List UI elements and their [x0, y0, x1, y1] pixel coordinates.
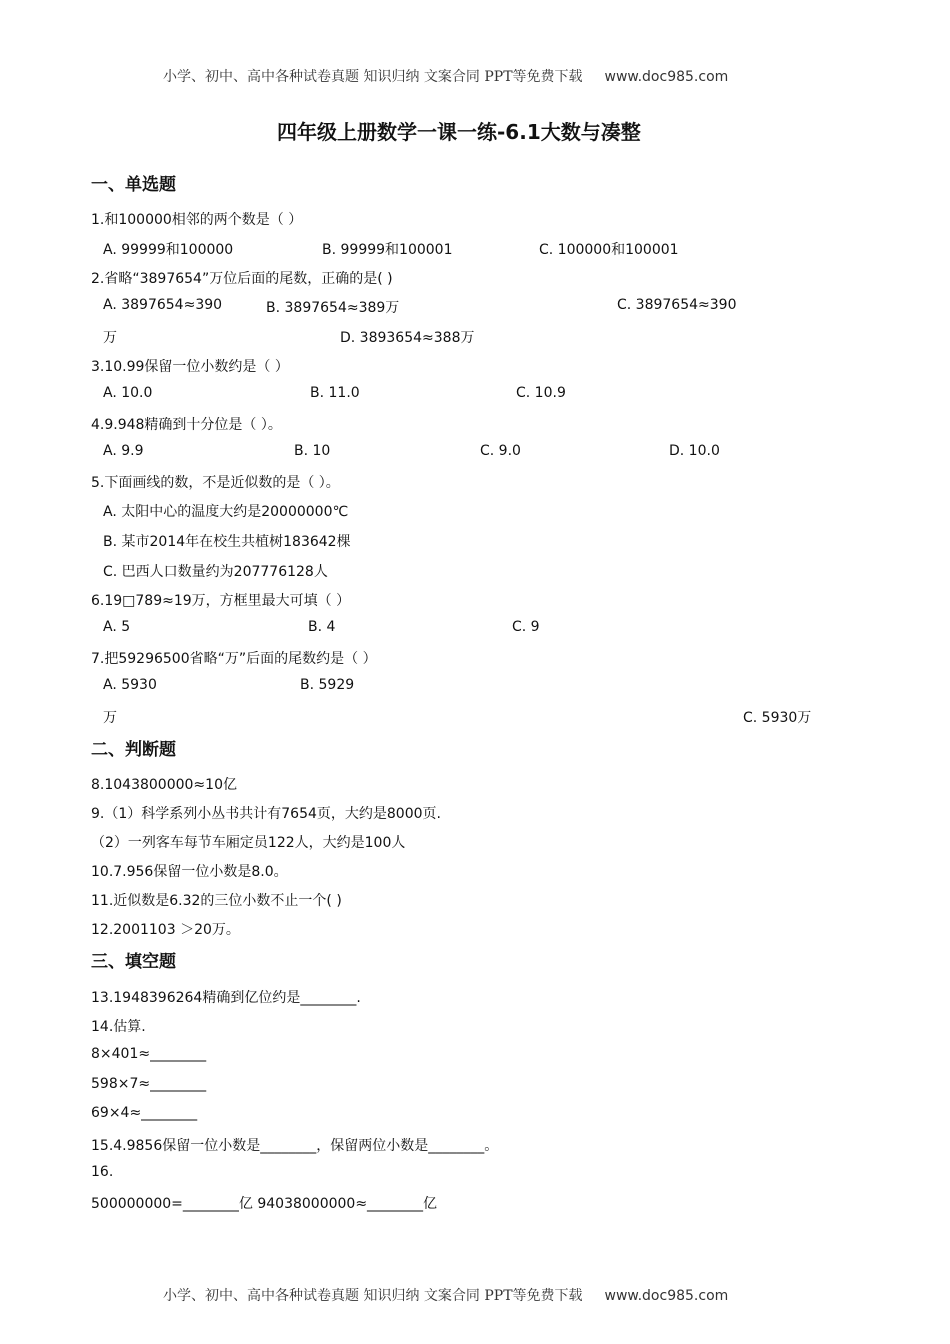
q14-line-3: 69×4≈________ [91, 1105, 198, 1121]
q4-option-d: D. 10.0 [669, 443, 720, 459]
question-10: 10.7.956保留一位小数是8.0。 [91, 864, 288, 880]
q5-option-a: A. 太阳中心的温度大约是20000000℃ [103, 504, 349, 520]
footer-url[interactable]: www.doc985.com [604, 1288, 729, 1304]
q7-option-b: B. 5929 [300, 677, 355, 693]
q3-option-a: A. 10.0 [103, 385, 153, 401]
q6-option-c: C. 9 [512, 619, 540, 635]
q4-option-c: C. 9.0 [480, 443, 521, 459]
q7-option-c: C. 5930万 [743, 710, 812, 726]
question-9-part-1: 9.（1）科学系列小丛书共计有7654页，大约是8000页. [91, 806, 441, 822]
page-header [163, 66, 728, 86]
section-heading-true-false: 二、判断题 [91, 740, 176, 760]
question-4: 4.9.948精确到十分位是（ ）。 [91, 417, 282, 433]
question-3: 3.10.99保留一位小数约是（ ） [91, 359, 289, 375]
header-text: 小学、初中、高中各种试卷真题 知识归纳 文案合同 PPT等免费下载 [163, 69, 583, 85]
q2-option-a-unit: 万 [103, 330, 117, 346]
question-14: 14.估算. [91, 1019, 146, 1035]
q16-line-1: 500000000=________亿 94038000000≈________亿 [91, 1196, 438, 1212]
question-6: 6.19□789≈19万，方框里最大可填（ ） [91, 593, 351, 609]
question-11: 11.近似数是6.32的三位小数不止一个( ) [91, 893, 342, 909]
question-5: 5.下面画线的数，不是近似数的是（ ）。 [91, 475, 340, 491]
q5-option-b: B. 某市2014年在校生共植树183642棵 [103, 534, 351, 550]
section-heading-single-choice: 一、单选题 [91, 175, 176, 195]
q2-option-b: B. 3897654≈389万 [266, 300, 400, 316]
question-2: 2.省略“3897654”万位后面的尾数，正确的是( ) [91, 271, 393, 287]
q4-option-b: B. 10 [294, 443, 331, 459]
question-12: 12.2001103 ＞20万。 [91, 922, 240, 938]
q3-option-b: B. 11.0 [310, 385, 360, 401]
q6-option-a: A. 5 [103, 619, 131, 635]
q14-line-2: 598×7≈________ [91, 1076, 207, 1092]
question-8: 8.1043800000≈10亿 [91, 777, 237, 793]
q1-option-a: A. 99999和100000 [103, 242, 234, 258]
q7-option-a-unit: 万 [103, 710, 117, 726]
question-16: 16. [91, 1164, 114, 1180]
question-15: 15.4.9856保留一位小数是________，保留两位小数是________。 [91, 1138, 499, 1154]
page-footer [163, 1285, 728, 1305]
q3-option-c: C. 10.9 [516, 385, 566, 401]
q1-option-b: B. 99999和100001 [322, 242, 453, 258]
question-1: 1.和100000相邻的两个数是（ ） [91, 212, 303, 228]
q7-option-a: A. 5930 [103, 677, 157, 693]
q2-option-c: C. 3897654≈390 [617, 297, 737, 313]
q5-option-c: C. 巴西人口数量约为207776128人 [103, 564, 328, 580]
footer-text: 小学、初中、高中各种试卷真题 知识归纳 文案合同 PPT等免费下载 [163, 1288, 583, 1304]
q14-line-1: 8×401≈________ [91, 1046, 207, 1062]
q2-option-d: D. 3893654≈388万 [340, 330, 475, 346]
question-7: 7.把59296500省略“万”后面的尾数约是（ ） [91, 651, 377, 667]
q1-option-c: C. 100000和100001 [539, 242, 679, 258]
question-13: 13.1948396264精确到亿位约是________. [91, 990, 361, 1006]
q2-option-a: A. 3897654≈390 [103, 297, 223, 313]
header-url[interactable]: www.doc985.com [604, 69, 729, 85]
q6-option-b: B. 4 [308, 619, 336, 635]
section-heading-fill-in: 三、填空题 [91, 952, 176, 972]
q4-option-a: A. 9.9 [103, 443, 144, 459]
page-title: 四年级上册数学一课一练-6.1大数与凑整 [277, 120, 641, 144]
question-9-part-2: （2）一列客车每节车厢定员122人，大约是100人 [91, 835, 406, 851]
